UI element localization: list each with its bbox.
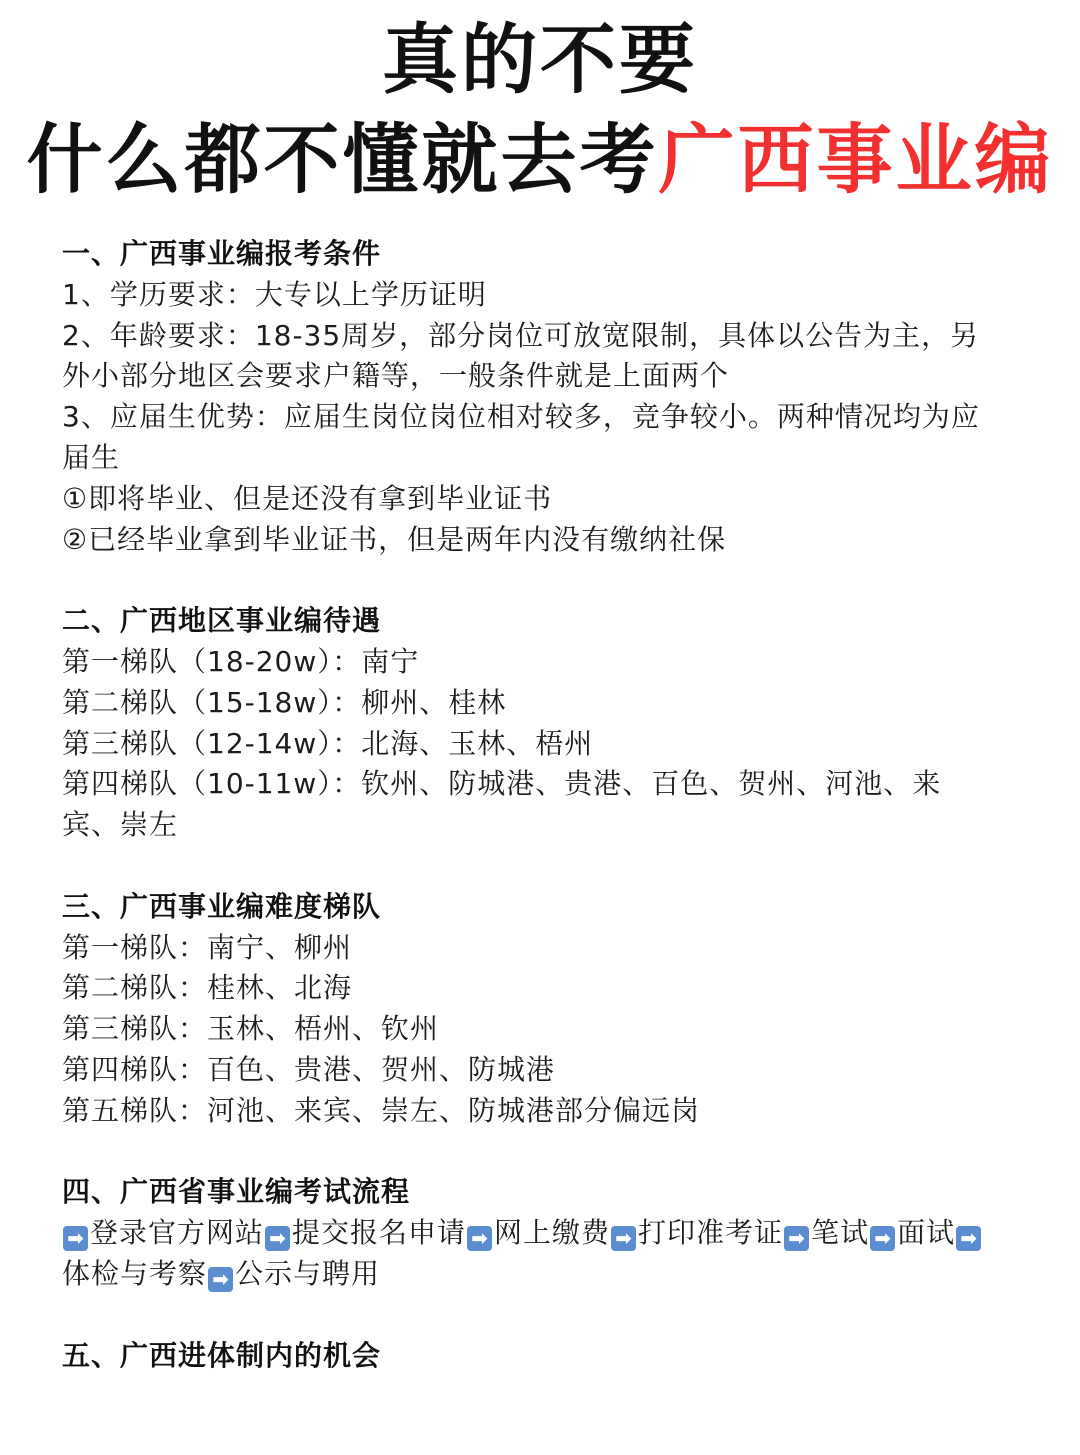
text-line: 宾、崇左 xyxy=(62,808,179,842)
section-heading: 一、广西事业编报考条件 xyxy=(62,237,382,270)
section-spacer xyxy=(62,846,1024,887)
process-line-2 xyxy=(62,1254,1024,1295)
title-line-1-text: 真的不要 xyxy=(382,15,698,104)
text-line: 第五梯队：河池、来宾、崇左、防城港部分偏远岗 xyxy=(62,1093,701,1127)
right-arrow-icon: ➡ xyxy=(265,1226,290,1251)
process-step: 笔试 xyxy=(811,1216,870,1250)
process-step: 提交报名申请 xyxy=(292,1216,467,1250)
section-exam-process xyxy=(62,1172,1024,1294)
right-arrow-icon: ➡ xyxy=(208,1267,233,1292)
section-heading: 四、广西省事业编考试流程 xyxy=(62,1175,411,1209)
title-line-2-black-text: 什么都不懂就去考 xyxy=(26,115,659,204)
text-line: 1、学历要求：大专以上学历证明 xyxy=(62,277,487,311)
section-salary xyxy=(62,601,1024,846)
section-heading: 二、广西地区事业编待遇 xyxy=(62,604,382,638)
text-line: 第二梯队：桂林、北海 xyxy=(62,971,353,1005)
section-heading: 三、广西事业编难度梯队 xyxy=(62,889,382,923)
section-spacer xyxy=(62,1132,1024,1173)
text-line: 第三梯队：玉林、梧州、钦州 xyxy=(62,1012,440,1046)
right-arrow-icon: ➡ xyxy=(784,1226,809,1251)
text-line: 第四梯队：百色、贵港、贺州、防城港 xyxy=(62,1052,556,1086)
text-line: 外小部分地区会要求户籍等，一般条件就是上面两个 xyxy=(62,359,730,393)
right-arrow-icon: ➡ xyxy=(467,1226,492,1251)
process-step: 面试 xyxy=(897,1216,956,1250)
section-difficulty xyxy=(62,887,1024,1132)
section-heading: 五、广西进体制内的机会 xyxy=(62,1338,382,1372)
process-line-1 xyxy=(62,1213,1024,1254)
section-spacer xyxy=(62,1295,1024,1336)
text-line: 2、年龄要求：18-35周岁，部分岗位可放宽限制，具体以公告为主，另 xyxy=(62,318,980,352)
section-eligibility xyxy=(62,234,1024,560)
text-line: 第三梯队（12-14w）：北海、玉林、梧州 xyxy=(62,726,594,760)
article-body xyxy=(62,234,1024,1376)
text-line: 第一梯队：南宁、柳州 xyxy=(62,930,353,964)
process-step: 体检与考察 xyxy=(62,1256,208,1290)
right-arrow-icon: ➡ xyxy=(870,1226,895,1251)
right-arrow-icon: ➡ xyxy=(63,1226,88,1251)
process-step: 公示与聘用 xyxy=(235,1256,381,1290)
process-step: 网上缴费 xyxy=(494,1216,611,1250)
section-opportunities xyxy=(62,1336,1024,1377)
text-line: 第一梯队（18-20w）：南宁 xyxy=(62,644,420,678)
page-title-line-1 xyxy=(0,12,1080,108)
page-title-line-2 xyxy=(0,112,1080,208)
text-line: 届生 xyxy=(62,440,121,474)
right-arrow-icon: ➡ xyxy=(611,1226,636,1251)
title-line-2-red-text: 广西事业编 xyxy=(658,115,1054,204)
right-arrow-icon: ➡ xyxy=(956,1226,981,1251)
text-line: 第二梯队（15-18w）：柳州、桂林 xyxy=(62,685,507,719)
text-line: ①即将毕业、但是还没有拿到毕业证书 xyxy=(62,481,553,515)
process-step: 登录官方网站 xyxy=(90,1216,265,1250)
text-line: ②已经毕业拿到毕业证书，但是两年内没有缴纳社保 xyxy=(62,522,727,556)
section-spacer xyxy=(62,560,1024,601)
text-line: 3、应届生优势：应届生岗位岗位相对较多，竞争较小。两种情况均为应 xyxy=(62,400,980,434)
process-step: 打印准考证 xyxy=(638,1216,784,1250)
text-line: 第四梯队（10-11w）：钦州、防城港、贵港、百色、贺州、河池、来 xyxy=(62,767,942,801)
